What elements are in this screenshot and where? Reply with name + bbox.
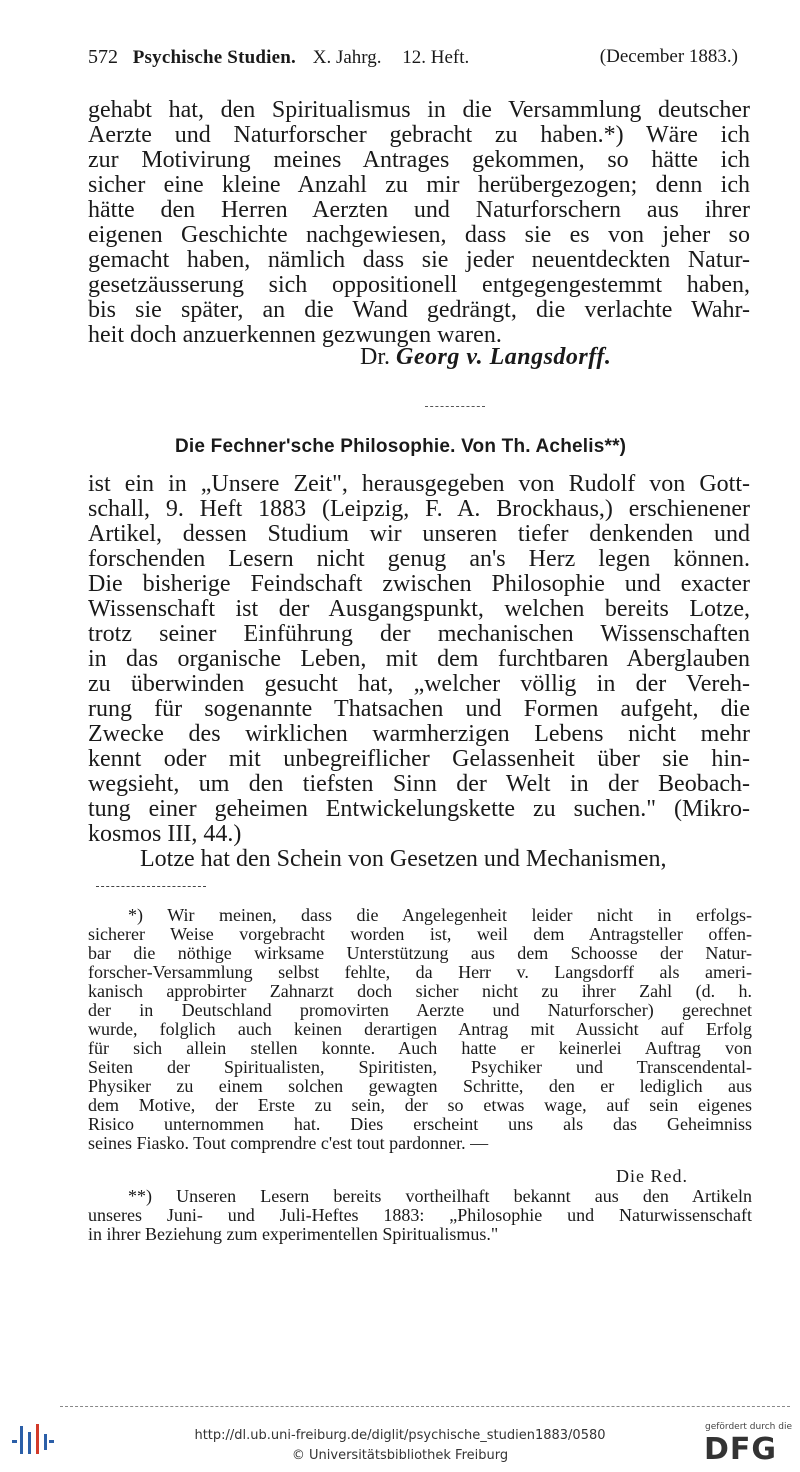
text-line: sicher eine kleine Anzahl zu mir herübergezogen; denn ich	[88, 172, 750, 198]
text-line: heit doch anzuerkennen gezwungen waren.	[88, 322, 502, 348]
dfg-logo-text: DFG	[704, 1432, 778, 1467]
text-line: gemacht haben, nämlich dass sie jeder neuentdeckten Natur-	[88, 247, 750, 273]
dfg-logo-icon	[700, 1422, 792, 1466]
text-line: zu überwinden gesucht hat, „welcher völlig in der Vereh-	[88, 671, 750, 697]
footnote-line: sicherer Weise vorgebracht worden ist, weil dem Antragsteller offen-	[88, 924, 752, 944]
page-bottom-rule	[60, 1406, 790, 1407]
text-line: Lotze hat den Schein von Gesetzen und Mechanismen,	[140, 846, 667, 872]
dfg-funding-text: gefördert durch die	[705, 1422, 792, 1432]
footnote-line: **) Unseren Lesern bereits vortheilhaft bekannt aus den Artikeln	[128, 1186, 752, 1206]
text-line: rung für sogenannte Thatsachen und Formen aufgeht, die	[88, 696, 750, 722]
text-line: Wissenschaft ist der Ausgangspunkt, welchen bereits Lotze,	[88, 596, 750, 622]
footnote-line: für sich allein stellen konnte. Auch hatte er keinerlei Auftrag von	[88, 1038, 752, 1058]
issue-date: (December 1883.)	[599, 46, 738, 67]
text-line: gesetzäusserung sich oppositionell entgegengestemmt haben,	[88, 272, 750, 298]
footnote-line: in ihrer Beziehung zum experimentellen Spiritualismus."	[88, 1224, 499, 1244]
library-credit: © Universitätsbibliothek Freiburg	[291, 1448, 509, 1463]
footnote-line: forscher-Versammlung selbst fehlte, da Herr v. Langsdorff als ameri-	[88, 962, 752, 982]
signature-name: Georg v. Langsdorff.	[396, 344, 612, 370]
text-line: forschenden Lesern nicht genug an's Herz legen können.	[88, 546, 750, 572]
text-line: ist ein in „Unsere Zeit", herausgegeben von Rudolf von Gott-	[88, 471, 750, 497]
footnote-line: Seiten der Spiritualisten, Spiritisten, Psychiker und Transcendental-	[88, 1057, 752, 1077]
footnote-line: *) Wir meinen, dass die Angelegenheit leider nicht in erfolgs-	[128, 905, 752, 925]
signature	[360, 344, 611, 371]
footnote-line: dem Motive, der Erste zu sein, der so etwas wage, auf sein eigenes	[88, 1095, 752, 1115]
page-number: 572	[88, 46, 118, 68]
footnote-line: kanisch approbirter Zahnarzt doch sicher nicht zu ihrer Zahl (d. h.	[88, 981, 752, 1001]
text-line: tung einer geheimen Entwickelungskette zu suchen." (Mikro-	[88, 796, 750, 822]
text-line: kosmos III, 44.)	[88, 821, 242, 847]
section-title: Die Fechner'sche Philosophie. Von Th. Achelis**)	[175, 436, 627, 457]
footnote-line: seines Fiasko. Tout comprendre c'est tout pardonner. —	[88, 1133, 489, 1153]
source-url-link[interactable]: http://dl.ub.uni-freiburg.de/diglit/psychische_studien1883/0580	[194, 1428, 606, 1443]
text-line: eigenen Geschichte nachgewiesen, dass sie es von jeher so	[88, 222, 750, 248]
text-line: Zwecke des wirklichen warmherzigen Lebens nicht mehr	[88, 721, 750, 747]
footnote-separator	[96, 886, 206, 887]
footnote-line: Physiker zu einem solchen gewagten Schritte, den er lediglich aus	[88, 1076, 752, 1096]
text-line: bis sie später, an die Wand gedrängt, die verlachte Wahr-	[88, 297, 750, 323]
footnote-line: unseres Juni- und Juli-Heftes 1883: „Philosophie und Naturwissenschaft	[88, 1205, 752, 1225]
section-separator	[425, 406, 485, 408]
text-line: in das organische Leben, mit dem furchtbaren Aberglauben	[88, 646, 750, 672]
text-line: zur Motivirung meines Antrages gekommen, so hätte ich	[88, 147, 750, 173]
footnote-line: wurde, folglich auch keinen derartigen Antrag mit Aussicht auf Erfolg	[88, 1019, 752, 1039]
text-line: Artikel, dessen Studium wir unseren tiefer denkenden und	[88, 521, 750, 547]
issue: 12. Heft.	[402, 47, 470, 68]
signature-prefix: Dr.	[360, 344, 390, 370]
journal-title: Psychische Studien.	[132, 47, 296, 68]
text-line: hätte den Herren Aerzten und Naturforschern aus ihrer	[88, 197, 750, 223]
text-line: trotz seiner Einführung der mechanischen Wissenschaften	[88, 621, 750, 647]
text-line: Die bisherige Feindschaft zwischen Philosophie und exacter	[88, 571, 750, 597]
text-line: gehabt hat, den Spiritualismus in die Versammlung deutscher	[88, 97, 750, 123]
text-line: schall, 9. Heft 1883 (Leipzig, F. A. Brockhaus,) erschienener	[88, 496, 750, 522]
volume: X. Jahrg.	[312, 47, 382, 68]
running-header	[88, 46, 748, 69]
text-line: Aerzte und Naturforscher gebracht zu haben.*) Wäre ich	[88, 122, 750, 148]
footnote-line: bar die nöthige wirksame Unterstützung aus dem Schoosse der Natur-	[88, 943, 752, 963]
footnote-line: Risico unternommen hat. Dies erscheint uns als das Geheimniss	[88, 1114, 752, 1134]
footnote-signature: Die Red.	[616, 1166, 688, 1186]
footnote-line: der in Deutschland promovirten Aerzte und Naturforscher) gerechnet	[88, 1000, 752, 1020]
text-line: kennt oder mit unbegreiflicher Gelassenheit über sie hin-	[88, 746, 750, 772]
text-line: wegsieht, um den tiefsten Sinn der Welt in der Beobach-	[88, 771, 750, 797]
